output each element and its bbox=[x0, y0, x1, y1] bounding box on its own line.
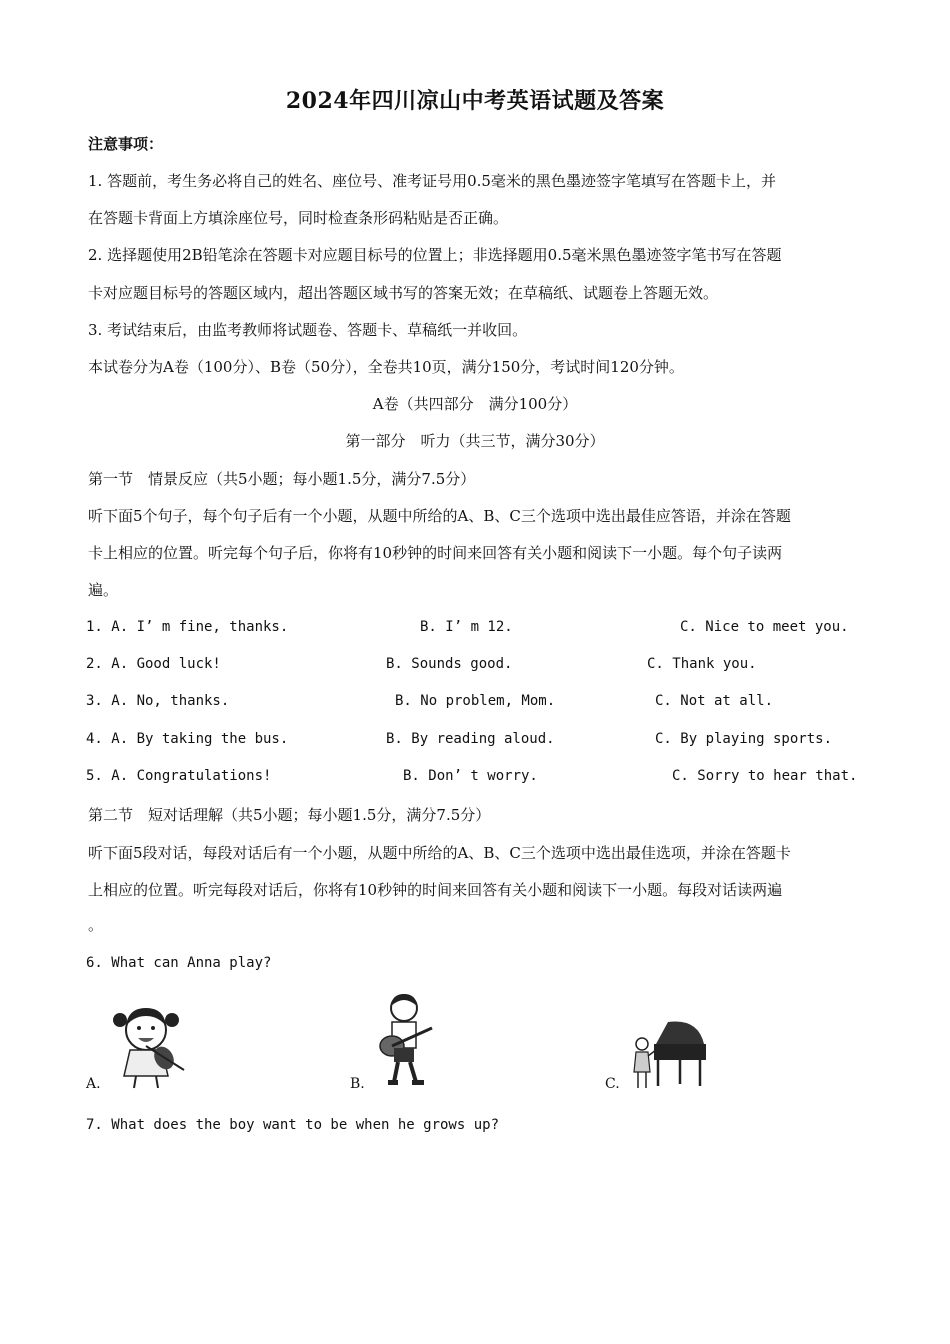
question-1-option-b: B. I’ m 12. bbox=[420, 619, 513, 635]
section2-instruction: 。 bbox=[88, 916, 104, 934]
question-5-option-b: B. Don’ t worry. bbox=[403, 768, 538, 784]
notice-line: 2. 选择题使用2B铅笔涂在答题卡对应题目标号的位置上；非选择题用0.5毫米黑色墨迹签字笔书写在答题 bbox=[88, 246, 782, 264]
question-4-option-b: B. By reading aloud. bbox=[386, 731, 555, 747]
question-2-option-b: B. Sounds good. bbox=[386, 656, 513, 672]
page-title: 2024年四川凉山中考英语试题及答案 bbox=[285, 88, 665, 114]
question-6-option-b-label: B. bbox=[350, 1076, 365, 1092]
question-3-option-b: B. No problem, Mom. bbox=[395, 693, 556, 709]
section1-instruction: 听下面5个句子，每个句子后有一个小题，从题中所给的A、B、C三个选项中选出最佳应答语，并涂在答题 bbox=[88, 507, 791, 525]
section1-instruction: 遍。 bbox=[88, 581, 119, 599]
question-6: 6. What can Anna play? bbox=[86, 955, 272, 971]
question-6-option-a-label: A. bbox=[86, 1076, 101, 1092]
question-3-option-c: C. Not at all. bbox=[655, 693, 774, 709]
question-5-option-a: 5. A. Congratulations! bbox=[86, 768, 272, 784]
question-5-option-c: C. Sorry to hear that. bbox=[672, 768, 858, 784]
section2-instruction: 听下面5段对话，每段对话后有一个小题，从题中所给的A、B、C三个选项中选出最佳选项，并涂在答题卡 bbox=[88, 844, 791, 862]
question-2-option-c: C. Thank you. bbox=[647, 656, 757, 672]
exam-summary: 本试卷分为A卷（100分）、B卷（50分），全卷共10页，满分150分，考试时间120分钟。 bbox=[88, 358, 684, 376]
question-3-option-a: 3. A. No, thanks. bbox=[86, 693, 230, 709]
part1-heading: 第一部分 听力（共三节，满分30分） bbox=[345, 432, 605, 450]
question-4-option-a: 4. A. By taking the bus. bbox=[86, 731, 289, 747]
girl-playing-piano-image bbox=[628, 1014, 708, 1090]
notice-line: 卡对应题目标号的答题区域内，超出答题区域书写的答案无效；在草稿纸、试题卷上答题无效。 bbox=[88, 284, 719, 302]
notice-heading: 注意事项： bbox=[88, 135, 164, 153]
notice-line: 1. 答题前，考生务必将自己的姓名、座位号、准考证号用0.5毫米的黑色墨迹签字笔填写在答题卡上，并 bbox=[88, 172, 776, 190]
volume-a-heading: A卷（共四部分 满分100分） bbox=[372, 395, 578, 413]
boy-playing-guitar-image bbox=[370, 990, 440, 1088]
section1-heading: 第一节 情景反应（共5小题；每小题1.5分，满分7.5分） bbox=[88, 470, 476, 488]
girl-playing-violin-image bbox=[106, 998, 188, 1090]
question-2-option-a: 2. A. Good luck! bbox=[86, 656, 221, 672]
question-4-option-c: C. By playing sports. bbox=[655, 731, 833, 747]
notice-line: 3. 考试结束后，由监考教师将试题卷、答题卡、草稿纸一并收回。 bbox=[88, 321, 528, 339]
section2-instruction: 上相应的位置。听完每段对话后，你将有10秒钟的时间来回答有关小题和阅读下一小题。每段对话读两遍 bbox=[88, 881, 783, 899]
question-6-option-c-label: C. bbox=[605, 1076, 620, 1092]
question-1-option-c: C. Nice to meet you. bbox=[680, 619, 849, 635]
notice-line: 在答题卡背面上方填涂座位号，同时检查条形码粘贴是否正确。 bbox=[88, 209, 509, 227]
section2-heading: 第二节 短对话理解（共5小题；每小题1.5分，满分7.5分） bbox=[88, 806, 491, 824]
question-7: 7. What does the boy want to be when he grows up? bbox=[86, 1117, 500, 1133]
question-1-option-a: 1. A. I’ m fine, thanks. bbox=[86, 619, 289, 635]
section1-instruction: 卡上相应的位置。听完每个句子后，你将有10秒钟的时间来回答有关小题和阅读下一小题。每个句子读两 bbox=[88, 544, 783, 562]
